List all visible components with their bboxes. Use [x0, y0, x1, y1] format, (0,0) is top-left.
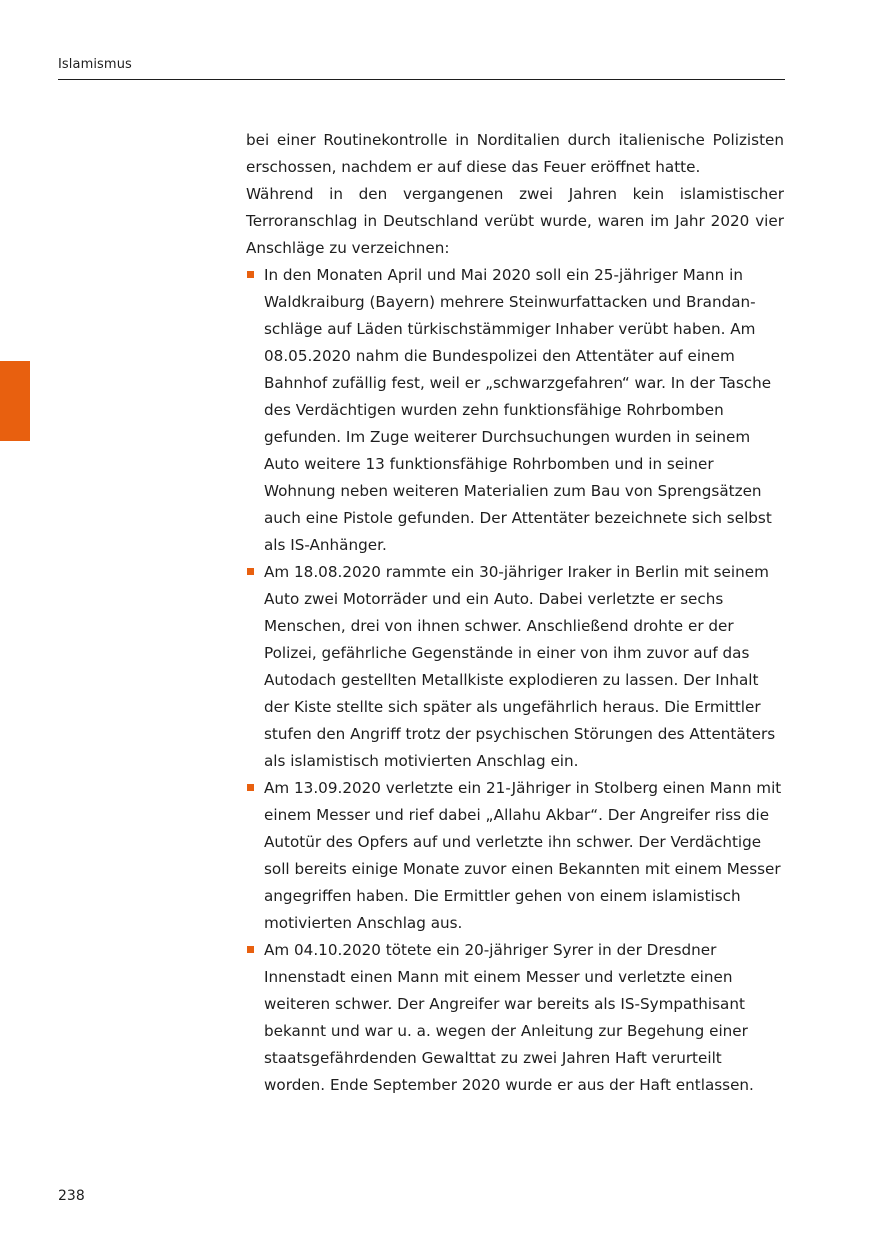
square-bullet-icon	[247, 271, 254, 278]
list-item	[246, 937, 784, 1099]
paragraph-continuation: bei einer Routinekontrolle in Norditalien durch italienische Polizisten erschossen, nachdem er auf diese das Feuer eröffnet hatte.	[246, 131, 784, 176]
square-bullet-icon	[247, 568, 254, 575]
list-item	[246, 262, 784, 559]
list-item	[246, 559, 784, 775]
main-text	[246, 127, 784, 1099]
header-rule	[58, 79, 785, 80]
square-bullet-icon	[247, 784, 254, 791]
chapter-side-tab	[0, 361, 30, 441]
running-head-title: Islamismus	[58, 57, 132, 72]
list-item-text: Am 13.09.2020 verletzte ein 21-Jähriger in Stolberg einen Mann mit einem Messer und rief dabei „Allahu Akbar“. Der Angreifer riss die Autotür des Opfers auf und verletzte ihn schwer. Der Verdächtige soll bereits einige Monate zuvor einen Bekannten mit einem Messer angegriffen haben. Die Ermittler gehen von einem islamistisch motivierten Anschlag aus.	[264, 779, 782, 932]
list-item-text: Am 04.10.2020 tötete ein 20-jähriger Syrer in der Dresdner Innenstadt einen Mann mit einem Messer und verletzte einen weiteren schwer. Der Angreifer war bereits als IS-Sympathisant bekannt und war u. a. wegen der Anleitung zur Begehung einer staatsgefährdenden Gewalttat zu zwei Jahren Haft verurteilt worden. Ende September 2020 wurde er aus der Haft entlassen.	[264, 941, 754, 1094]
paragraph-intro: Während in den vergangenen zwei Jahren kein islamistischer Terroranschlag in Deutschland verübt wurde, waren im Jahr 2020 vier Anschläge zu verzeichnen:	[246, 185, 784, 257]
attack-list	[246, 262, 784, 1099]
list-item-text: Am 18.08.2020 rammte ein 30-jähriger Iraker in Berlin mit seinem Auto zwei Motorräder und ein Auto. Dabei verletzte er sechs Menschen, drei von ihnen schwer. Anschließend drohte er der Polizei, gefährliche Gegenstände in einer von ihm zuvor auf das Autodach gestellten Metallkiste explodieren zu lassen. Der Inhalt der Kiste stellte sich später als ungefährlich heraus. Die Ermittler stufen den Angriff trotz der psychischen Störungen des Attentäters als islamistisch motivierten Anschlag ein.	[264, 563, 776, 770]
list-item-text: In den Monaten April und Mai 2020 soll ein 25-jähriger Mann in Waldkraiburg (Bayern) mehrere Steinwurfattacken und Brandanschläge auf Läden türkischstämmiger Inhaber verübt haben. Am 08.05.2020 nahm die Bundespolizei den Attentäter auf einem Bahnhof zufällig fest, weil er „schwarzgefahren“ war. In der Tasche des Verdächtigen wurden zehn funktionsfähige Rohrbomben gefunden. Im Zuge weiterer Durchsuchungen wurden in seinem Auto weitere 13 funktionsfähige Rohrbomben und in seiner Wohnung neben weiteren Materialien zum Bau von Sprengsätzen auch eine Pistole gefunden. Der Attentäter bezeichnete sich selbst als IS-Anhänger.	[264, 266, 772, 554]
list-item	[246, 775, 784, 937]
square-bullet-icon	[247, 946, 254, 953]
page-number: 238	[58, 1188, 85, 1204]
